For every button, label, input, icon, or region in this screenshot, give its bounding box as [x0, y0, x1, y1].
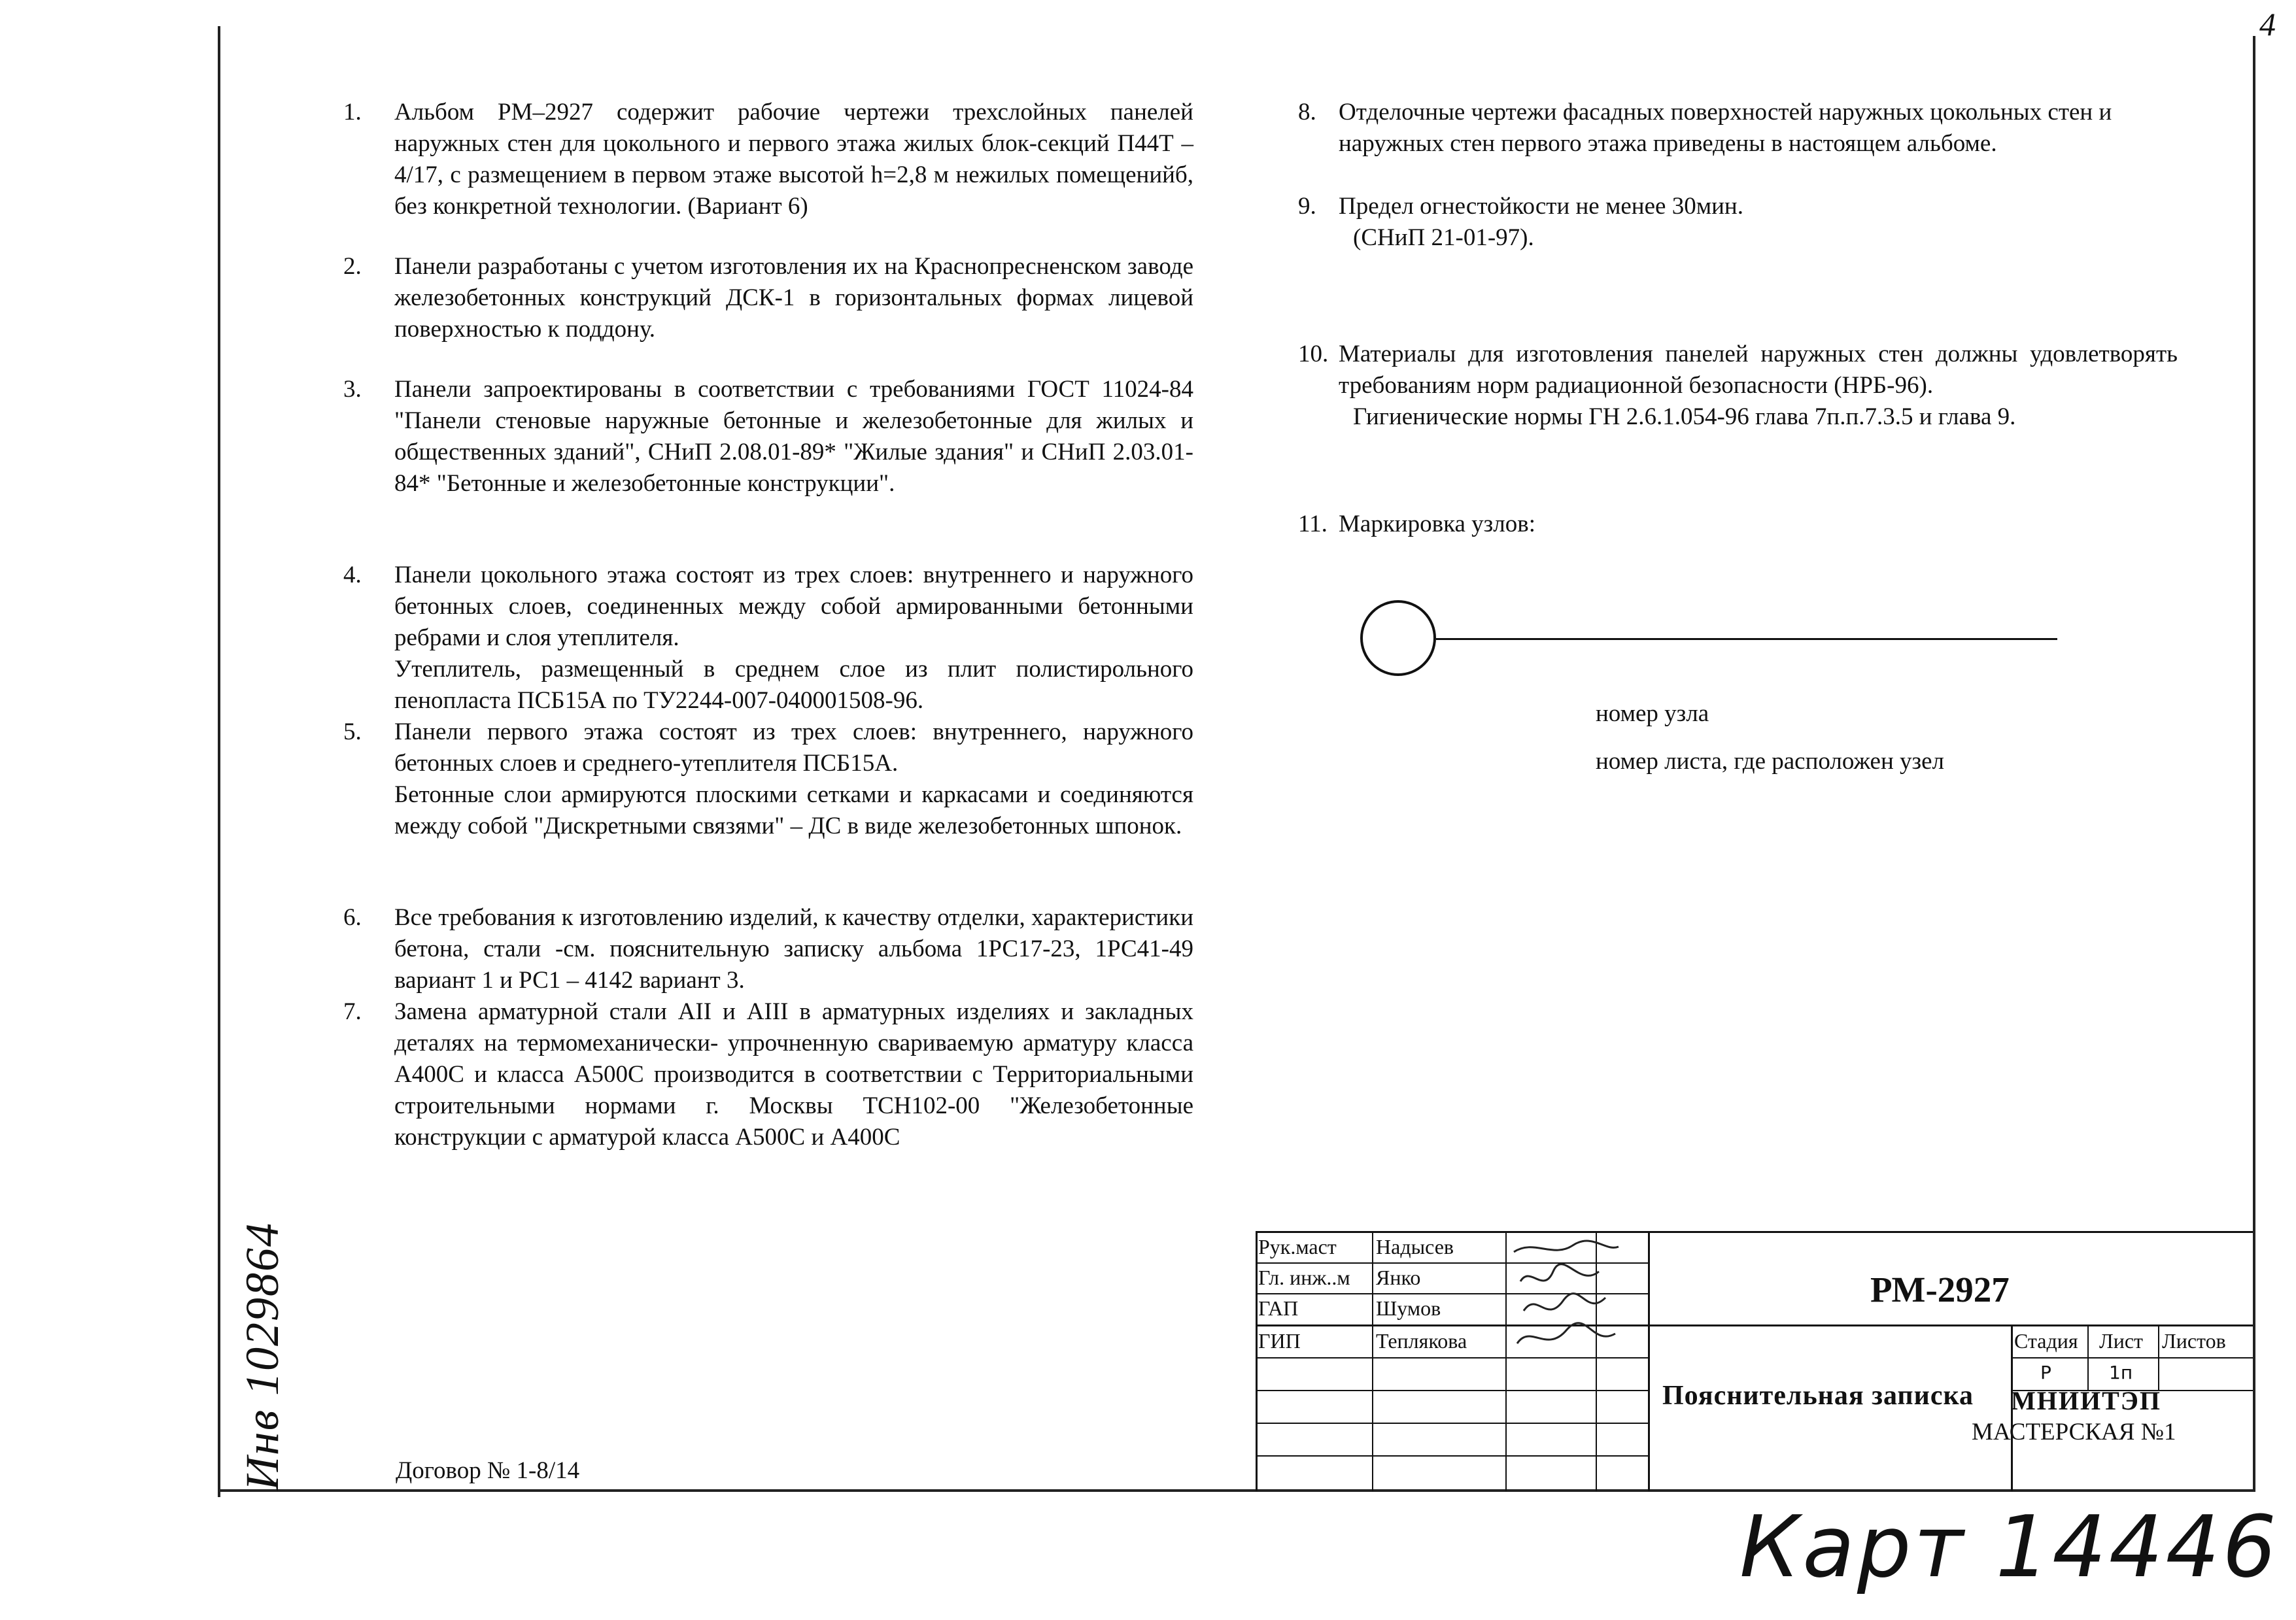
note-text: Панели цокольного этажа состоят из трех слоев: внутреннего и наружного бетонных слоев, соединенных между собой армированными бетонными ребрами и слоя утеплителя.	[394, 562, 1193, 651]
note-number: 4.	[343, 562, 362, 588]
note-number: 3.	[343, 376, 362, 403]
note-9	[1298, 191, 2178, 254]
tb-role: Гл. инж..м	[1258, 1266, 1350, 1289]
note-11	[1298, 509, 2178, 540]
note-text: (СНиП 21-01-97).	[1353, 224, 1534, 251]
note-text: Утеплитель, размещенный в среднем слое из плит полистирольного пенопласта ПСБ15А по ТУ2244-007-040001508-96.	[394, 656, 1193, 714]
note-text: Панели первого этажа состоят из трех слоев: внутреннего, наружного бетонных слоев и среднего-утеплителя ПСБ15А.	[394, 718, 1193, 777]
tb-role: Рук.маст	[1258, 1235, 1337, 1258]
note-number: 5.	[343, 718, 362, 745]
inventory-stamp: Инв 1029864	[236, 1222, 288, 1491]
col-sheet-header: Лист	[2099, 1329, 2144, 1353]
note-text: Отделочные чертежи фасадных поверхностей наружных цокольных стен и наружных стен первого этажа приведены в настоящем альбоме.	[1339, 99, 2112, 157]
tb-line	[1256, 1231, 1258, 1491]
organization-name: МНИИТЭП	[2011, 1386, 2162, 1415]
col-stage-header: Стадия	[2014, 1329, 2078, 1353]
note-text: Альбом РМ–2927 содержит рабочие чертежи трехслойных панелей наружных стен для цокольного и первого этажа жилых блок-секций П44Т –4/17, с размещением в первом этаже высотой h=2,8 м нежилых помещенийб, без конкретной технологии. (Вариант 6)	[394, 99, 1193, 220]
note-number: 11.	[1298, 511, 1328, 537]
tb-line	[1256, 1357, 1648, 1358]
note-number: 6.	[343, 904, 362, 931]
sheet-value: 1п	[2109, 1362, 2133, 1383]
notes-left-column	[343, 97, 1193, 1153]
tb-line	[1256, 1325, 2253, 1326]
note-5	[343, 717, 1193, 842]
tb-line	[1256, 1231, 2253, 1233]
note-text: Гигиенические нормы ГН 2.6.1.054-96 глава 7п.п.7.3.5 и глава 9.	[1353, 403, 2016, 430]
tb-line	[1256, 1423, 1648, 1424]
note-1	[343, 97, 1193, 222]
tb-line	[1372, 1231, 1373, 1491]
frame-right-border	[2253, 36, 2255, 1491]
note-text: Бетонные слои армируются плоскими сетками и каркасами и соединяются между собой "Дискретными связями" – ДС в виде железобетонных шпонок.	[394, 781, 1193, 839]
contract-number: Договор № 1-8/14	[396, 1457, 580, 1484]
tb-name: Надысев	[1376, 1235, 1454, 1258]
note-text: Предел огнестойкости не менее 30мин.	[1339, 193, 1743, 220]
note-text: Материалы для изготовления панелей наружных стен должны удовлетворять требованиям норм радиационной безопасности (НРБ-96).	[1339, 341, 2178, 399]
note-number: 10.	[1298, 341, 1329, 367]
note-text: Панели запроектированы в соответствии с требованиями ГОСТ 11024-84 "Панели стеновые наружные бетонные и железобетонные для жилых и общественных зданий", СНиП 2.08.01-89* "Жилые здания" и СНиП 2.03.01-84* "Бетонные и железобетонные конструкции".	[394, 376, 1193, 497]
node-sheet-label: номер листа, где расположен узел	[1596, 748, 1944, 775]
node-circle-icon	[1360, 600, 1436, 676]
tb-name: Янко	[1376, 1266, 1421, 1289]
tb-line	[1256, 1390, 1648, 1391]
note-number: 7.	[343, 998, 362, 1025]
notes-right-column	[1298, 97, 2178, 540]
organization-workshop: МАСТЕРСКАЯ №1	[1972, 1419, 2176, 1445]
note-8	[1298, 97, 2178, 160]
node-number-label: номер узла	[1596, 700, 1709, 727]
tb-name: Шумов	[1376, 1296, 1441, 1320]
tb-line	[1256, 1455, 1648, 1457]
tb-role: ГИП	[1258, 1329, 1301, 1353]
note-text: Все требования к изготовлению изделий, к качеству отделки, характеристики бетона, стали -см. пояснительную записку альбома 1РС17-23, 1РС41-49 вариант 1 и РС1 – 4142 вариант 3.	[394, 904, 1193, 994]
note-10	[1298, 339, 2178, 433]
corner-mark: 4	[2259, 6, 2276, 42]
title-block	[1256, 1231, 2253, 1491]
note-4	[343, 560, 1193, 717]
note-number: 9.	[1298, 193, 1316, 220]
tb-line	[1505, 1231, 1507, 1491]
stage-value: Р	[2040, 1362, 2051, 1383]
tb-role: ГАП	[1258, 1296, 1299, 1320]
note-text: Замена арматурной стали АII и АIII в арматурных изделиях и закладных деталях на термомеханически- упрочненную свариваемую арматуру класса А400С и класса А500С производится в соответствии с Территориальными строительными нормами г. Москвы ТСН102-00 "Железобетонные конструкции с арматурой класса А500С и А400С	[394, 998, 1193, 1151]
document-code: РМ-2927	[1870, 1270, 2010, 1309]
node-leader-line	[1436, 638, 2057, 640]
tb-line	[2011, 1357, 2253, 1358]
note-2	[343, 251, 1193, 345]
signatures-image	[1507, 1232, 1651, 1357]
tb-name: Теплякова	[1376, 1329, 1467, 1353]
note-number: 8.	[1298, 99, 1316, 126]
note-text: Маркировка узлов:	[1339, 511, 1535, 537]
document-title: Пояснительная записка	[1662, 1381, 1974, 1411]
handwritten-note: Карт 14446	[1739, 1497, 2280, 1596]
note-7	[343, 996, 1193, 1153]
note-number: 1.	[343, 99, 362, 126]
note-6	[343, 902, 1193, 996]
node-marking-symbol	[1360, 600, 2014, 692]
col-sheets-header: Листов	[2162, 1329, 2226, 1353]
note-3	[343, 374, 1193, 499]
note-text: Панели разработаны с учетом изготовления их на Краснопресненском заводе железобетонных конструкций ДСК-1 в горизонтальных формах лицевой поверхностью к поддону.	[394, 253, 1193, 343]
note-number: 2.	[343, 253, 362, 280]
frame-left-border	[218, 26, 220, 1497]
